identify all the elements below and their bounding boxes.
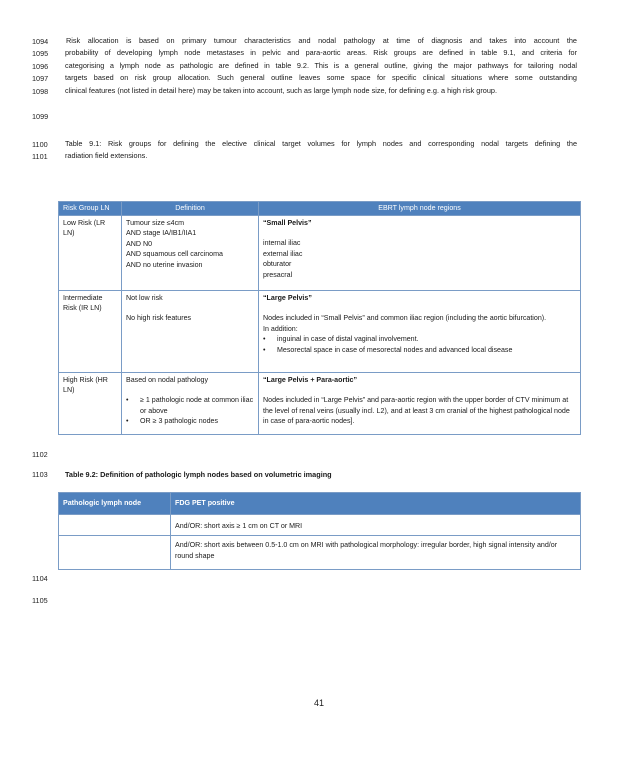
region-item: internal iliac — [263, 239, 301, 248]
body-paragraph — [65, 35, 577, 97]
spacer — [263, 303, 576, 313]
bullet-icon: • — [126, 396, 129, 405]
definition-cell — [122, 215, 259, 290]
risk-group-cell: Low Risk (LR LN) — [59, 215, 122, 290]
criteria-cell: And/OR: short axis between 0.5-1.0 cm on MRI with pathological morphology: irregular border, high signal intensity and/or round shape — [171, 536, 581, 570]
definition-cell — [122, 290, 259, 372]
paragraph-line: probability of developing lymph node metastases in pelvic and para-aortic areas. Risk groups are defined in table 9.1, and criteria for — [65, 48, 577, 58]
empty-cell — [59, 536, 171, 570]
column-header: Risk Group LN — [59, 202, 122, 216]
definition-line: Not low risk — [126, 293, 163, 302]
empty-cell — [59, 515, 171, 536]
spacer — [126, 385, 254, 395]
risk-group-cell: Intermediate Risk (IR LN) — [59, 290, 122, 372]
table-row — [59, 372, 581, 434]
table-row — [59, 215, 581, 290]
bullet-item — [126, 416, 254, 427]
spacer — [126, 303, 254, 313]
table-row — [59, 515, 581, 536]
bullet-icon: • — [263, 345, 266, 354]
definition-line: Based on nodal pathology — [126, 375, 209, 384]
table-caption — [65, 138, 577, 163]
bullet-item — [263, 345, 576, 356]
caption-line: Table 9.1: Risk groups for defining the elective clinical target volumes for lymph nodes and corresponding nodal targets defining the — [65, 139, 577, 148]
line-number: 1099 — [32, 112, 49, 121]
region-title: “Large Pelvis” — [263, 293, 312, 302]
table-row — [59, 536, 581, 570]
bullet-item — [126, 395, 254, 416]
bullet-item — [263, 334, 576, 345]
bullet-icon: • — [263, 335, 266, 344]
pathologic-nodes-table — [58, 492, 581, 570]
regions-cell — [259, 290, 581, 372]
region-title: “Small Pelvis” — [263, 218, 312, 227]
spacer — [263, 228, 576, 238]
bullet-text: OR ≥ 3 pathologic nodes — [140, 417, 219, 426]
region-text: Nodes included in “Small Pelvis” and common iliac region (including the aortic bifurcation). — [263, 314, 547, 323]
definition-line: AND squamous cell carcinoma — [126, 250, 223, 259]
paragraph-line: clinical features (not listed in detail here) may be taken into account, such as large lymph node size, for defining e.g. a high risk group. — [65, 85, 497, 95]
spacer — [263, 385, 576, 395]
line-number: 1102 — [32, 450, 48, 459]
table-header-row — [59, 493, 581, 515]
column-header: EBRT lymph node regions — [259, 202, 581, 216]
definition-line: AND stage IA/IB1/IIA1 — [126, 229, 197, 238]
definition-line: AND N0 — [126, 239, 153, 248]
paragraph-line: targets based on risk group allocation. Such general outline leaves some space for specific clinical situations where some outstanding — [65, 73, 577, 83]
bullet-text: ≥ 1 pathologic node at common iliac or above — [140, 396, 254, 415]
table-row — [59, 290, 581, 372]
definition-cell — [122, 372, 259, 434]
paragraph-line: categorising a lymph node as pathologic are defined in table 9.2. This is a general outline, giving the major pathways for tailoring nodal — [65, 60, 577, 70]
line-number: 1103 — [32, 470, 48, 479]
paragraph-line: Risk allocation is based on primary tumour characteristics and nodal pathology at time of diagnosis and takes into account the — [66, 36, 577, 45]
column-header: Pathologic lymph node — [59, 493, 171, 515]
region-item: external iliac — [263, 249, 303, 258]
line-number: 1104 — [32, 574, 48, 583]
column-header: Definition — [122, 202, 259, 216]
criteria-cell: And/OR: short axis ≥ 1 cm on CT or MRI — [171, 515, 581, 536]
line-number: 1098 — [32, 87, 49, 96]
line-number: 1096 — [32, 62, 49, 71]
region-item: obturator — [263, 260, 292, 269]
line-number: 1095 — [32, 49, 49, 58]
risk-group-cell: High Risk (HR LN) — [59, 372, 122, 434]
region-text: Nodes included in “Large Pelvis” and para-aortic region with the upper border of CTV minimum at the level of renal veins (usually incl. L2), and at least 3 cm cranial of the highest pathological node in case of para-aortic nodes]. — [263, 396, 570, 426]
line-number: 1094 — [32, 37, 49, 46]
column-header: FDG PET positive — [171, 493, 581, 515]
risk-groups-table — [58, 201, 581, 435]
definition-line: Tumour size ≤4cm — [126, 218, 185, 227]
bullet-icon: • — [126, 417, 129, 426]
region-item: presacral — [263, 270, 293, 279]
regions-cell — [259, 215, 581, 290]
line-number: 1100 — [32, 140, 48, 149]
definition-line: AND no uterine invasion — [126, 260, 203, 269]
line-number: 1105 — [32, 596, 48, 605]
bullet-text: inguinal in case of distal vaginal involvement. — [277, 335, 419, 344]
regions-cell — [259, 372, 581, 434]
region-text: In addition: — [263, 324, 298, 333]
page-number: 41 — [313, 698, 324, 708]
table-caption: Table 9.2: Definition of pathologic lymph nodes based on volumetric imaging — [65, 470, 332, 479]
bullet-text: Mesorectal space in case of mesorectal nodes and advanced local disease — [277, 345, 513, 354]
line-number: 1101 — [32, 152, 48, 161]
region-title: “Large Pelvis + Para-aortic” — [263, 375, 358, 384]
caption-line: radiation field extensions. — [65, 151, 148, 161]
definition-line: No high risk features — [126, 314, 192, 323]
table-header-row — [59, 202, 581, 216]
line-number: 1097 — [32, 74, 49, 83]
